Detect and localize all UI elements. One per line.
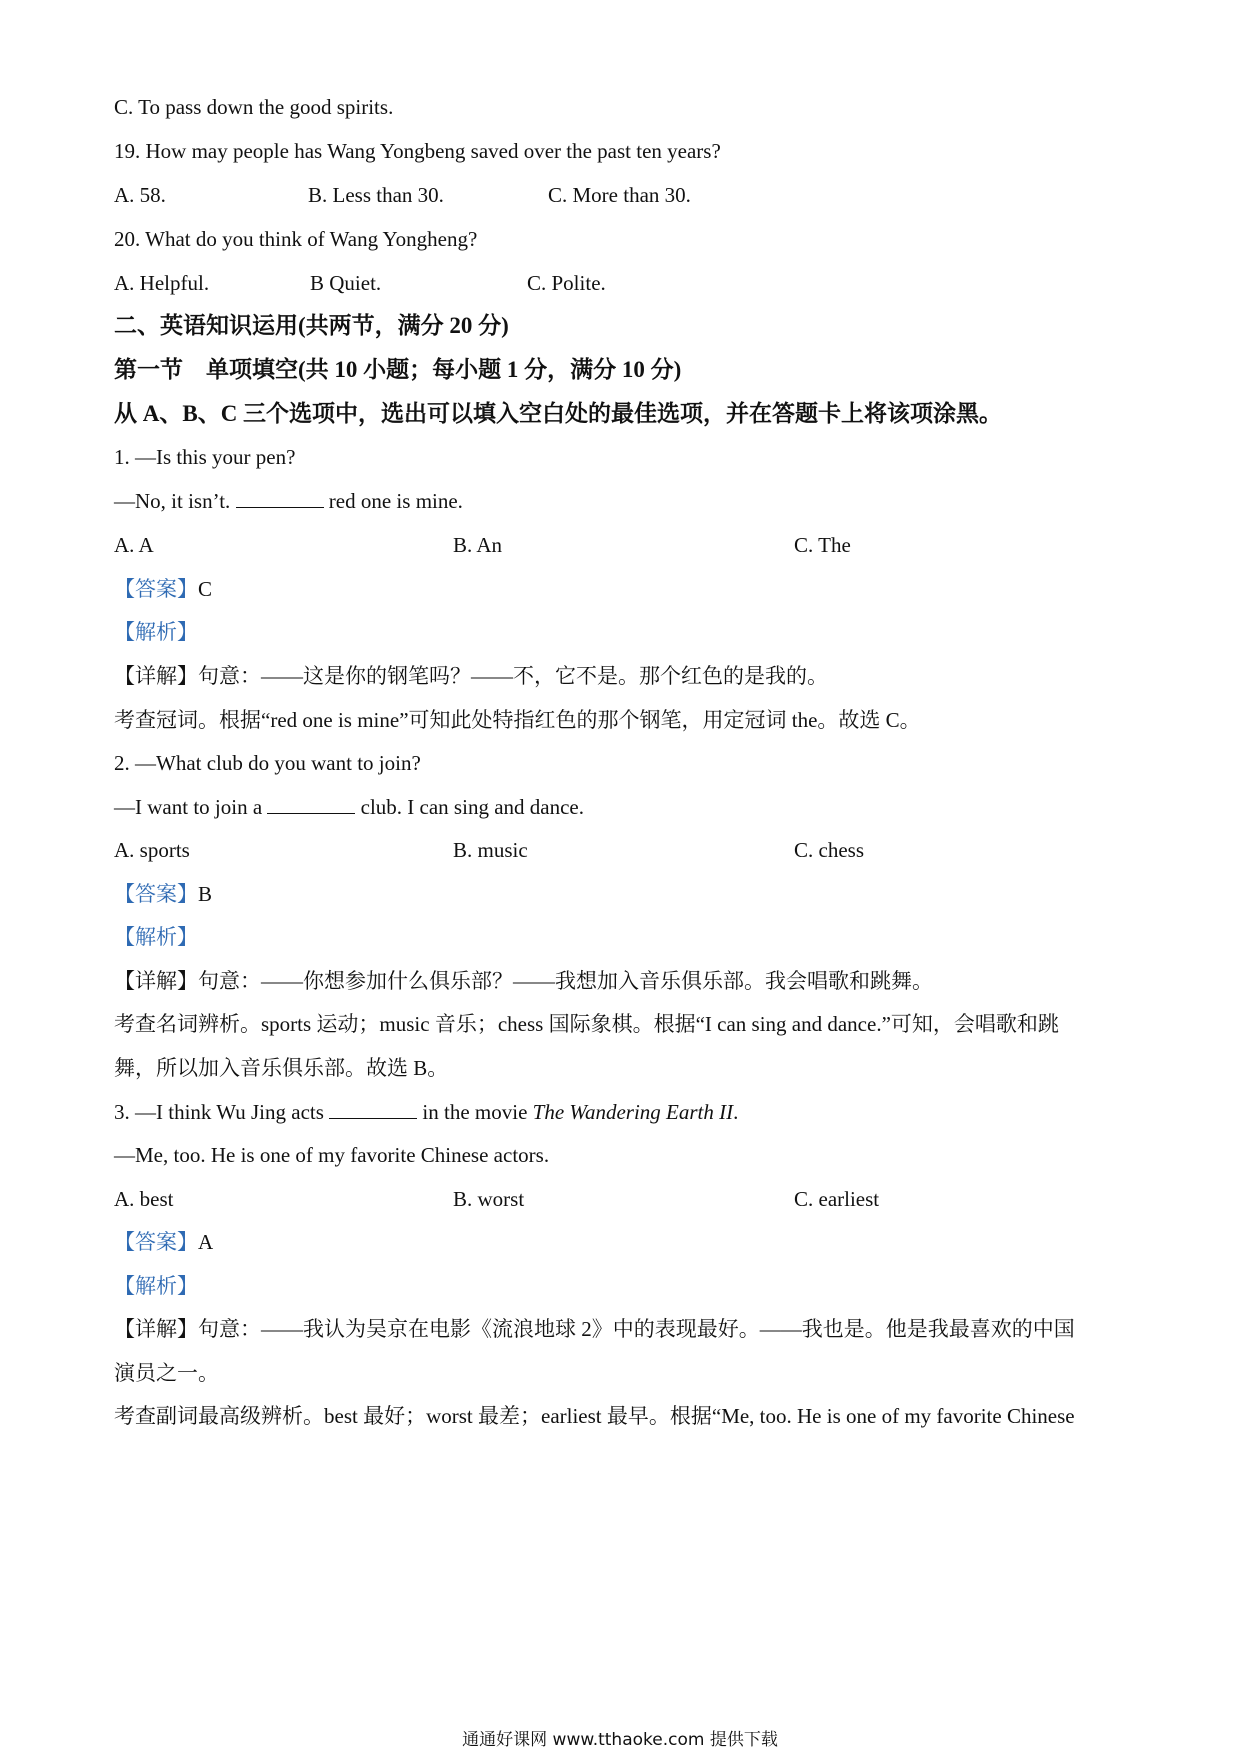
q2-answer: [114, 879, 1140, 909]
q1-detail: [114, 661, 1140, 691]
q3-line2: —Me, too. He is one of my favorite Chinese actors.: [114, 1143, 550, 1167]
q1-line1: 1. —Is this your pen?: [114, 445, 296, 469]
part-title: 二、英语知识运用(共两节，满分 20 分): [114, 313, 509, 338]
q19-option-a: A. 58.: [114, 183, 166, 207]
q2-answer-value: B: [198, 882, 213, 906]
q2-detail-text: 句意：——你想参加什么俱乐部？——我想加入音乐俱乐部。我会唱歌和跳舞。: [198, 969, 933, 993]
q3-detail-1: [114, 1314, 1140, 1344]
q20-question: 20. What do you think of Wang Yongheng?: [114, 227, 478, 251]
q2-option-a: A. sports: [114, 838, 190, 862]
q18-option-c: C. To pass down the good spirits.: [114, 95, 394, 119]
q3-line1: [114, 1097, 1140, 1127]
q3-explain: 考查副词最高级辨析。best 最好；worst 最差；earliest 最早。根据“Me, too. He is one of my favorite Chinese: [114, 1404, 1075, 1428]
q20-option-b: B Quiet.: [310, 271, 382, 295]
q3-line1-pre: 3. —I think Wu Jing acts: [114, 1100, 330, 1124]
q1-line2-pre: —No, it isn’t.: [114, 489, 236, 513]
answer-label: 【答案】: [114, 577, 198, 601]
q3-option-b: B. worst: [453, 1187, 525, 1211]
q1-option-a: A. A: [114, 533, 154, 557]
detail-label: 【详解】: [114, 1317, 198, 1341]
sub-title: 第一节 单项填空(共 10 小题；每小题 1 分，满分 10 分): [114, 357, 682, 382]
q3-detail-text: 句意：——我认为吴京在电影《流浪地球 2》中的表现最好。——我也是。他是我最喜欢的中国: [198, 1317, 1075, 1341]
q1-option-b: B. An: [453, 533, 503, 557]
q1-line2: [114, 486, 1140, 516]
q1-detail-text: 句意：——这是你的钢笔吗？——不，它不是。那个红色的是我的。: [198, 664, 828, 688]
q3-analysis: [114, 1271, 1140, 1301]
q1-answer: [114, 574, 1140, 604]
q19-option-b: B. Less than 30.: [308, 183, 444, 207]
answer-label: 【答案】: [114, 882, 198, 906]
q2-line1: 2. —What club do you want to join?: [114, 751, 421, 775]
q3-answer: [114, 1227, 1140, 1257]
q1-answer-value: C: [198, 577, 213, 601]
q1-line2-post: red one is mine.: [323, 489, 463, 513]
q3-option-c: C. earliest: [794, 1187, 880, 1211]
page-footer: 通通好课网 www.tthaoke.com 提供下载: [462, 1730, 778, 1750]
q2-detail: [114, 966, 1140, 996]
detail-label: 【详解】: [114, 664, 198, 688]
analysis-label: 【解析】: [114, 925, 198, 949]
instruction: 从 A、B、C 三个选项中，选出可以填入空白处的最佳选项，并在答题卡上将该项涂黑。: [114, 401, 1003, 426]
q2-blank: [267, 795, 355, 814]
q1-analysis: [114, 617, 1140, 647]
q3-detail-2: 演员之一。: [114, 1361, 219, 1385]
analysis-label: 【解析】: [114, 620, 198, 644]
q3-option-a: A. best: [114, 1187, 174, 1211]
q1-explain: 考查冠词。根据“red one is mine”可知此处特指红色的那个钢笔，用定冠词 the。故选 C。: [114, 708, 921, 732]
q2-option-b: B. music: [453, 838, 528, 862]
q19-question: 19. How may people has Wang Yongbeng saved over the past ten years?: [114, 139, 721, 163]
q2-explain-1: 考查名词辨析。sports 运动；music 音乐；chess 国际象棋。根据“I can sing and dance.”可知，会唱歌和跳: [114, 1012, 1059, 1036]
q19-option-c: C. More than 30.: [548, 183, 691, 207]
q2-line2-post: club. I can sing and dance.: [355, 795, 584, 819]
q20-option-a: A. Helpful.: [114, 271, 210, 295]
q1-option-c: C. The: [794, 533, 851, 557]
q20-option-c: C. Polite.: [527, 271, 606, 295]
q3-line1-mid: in the movie: [417, 1100, 533, 1124]
q3-movie-title: The Wandering Earth II: [532, 1100, 734, 1124]
q2-line2: [114, 792, 1140, 822]
q2-analysis: [114, 922, 1140, 952]
answer-label: 【答案】: [114, 1230, 198, 1254]
q3-answer-value: A: [198, 1230, 214, 1254]
analysis-label: 【解析】: [114, 1274, 198, 1298]
q3-line1-end: .: [733, 1100, 739, 1124]
q2-line2-pre: —I want to join a: [114, 795, 268, 819]
detail-label: 【详解】: [114, 969, 198, 993]
q3-blank: [329, 1100, 417, 1119]
q2-explain-2: 舞，所以加入音乐俱乐部。故选 B。: [114, 1056, 449, 1080]
q1-blank: [236, 489, 324, 508]
q2-option-c: C. chess: [794, 838, 864, 862]
